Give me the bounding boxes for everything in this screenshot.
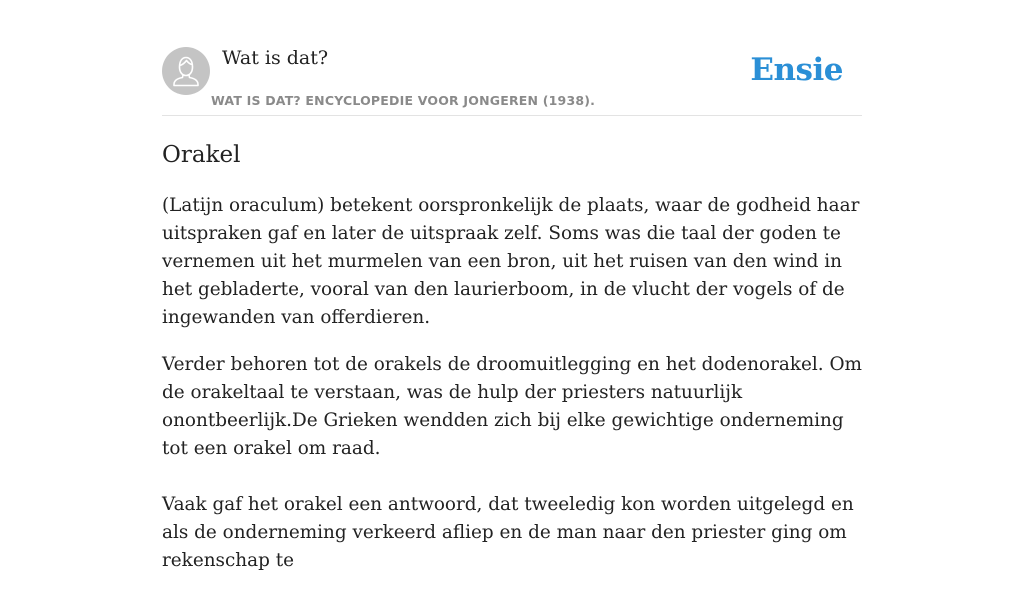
- brand-logo[interactable]: Ensie: [750, 52, 843, 88]
- article-paragraph: (Latijn oraculum) betekent oorspronkelijk de plaats, waar de godheid haar uitspraken gaf en later de uitspraak zelf. Soms was die taal der goden te vernemen uit het murmelen van een bron, uit het ruisen van den wind in het gebladerte, vooral van den laurierboom, in de vlucht der vogels of de ingewanden van offerdieren.: [162, 195, 860, 328]
- article-title: Orakel: [162, 142, 241, 168]
- source-subtitle: WAT IS DAT? ENCYCLOPEDIE VOOR JONGEREN (1938).: [211, 93, 596, 108]
- source-header: [162, 46, 862, 116]
- article-paragraph: Vaak gaf het orakel een antwoord, dat tweeledig kon worden uitgelegd en als de onderneming verkeerd afliep en de man naar den priester ging om rekenschap te: [162, 494, 854, 571]
- source-title-link[interactable]: Wat is dat?: [222, 47, 329, 69]
- article-paragraph: Verder behoren tot de orakels de droomuitlegging en het dodenorakel. Om de orakeltaal te verstaan, was de hulp der priesters natuurlijk onontbeerlijk.De Grieken wendden zich bij elke gewichtige onderneming tot een orakel om raad.: [162, 354, 862, 459]
- user-avatar-icon[interactable]: [162, 47, 210, 95]
- article-body: [162, 192, 862, 594]
